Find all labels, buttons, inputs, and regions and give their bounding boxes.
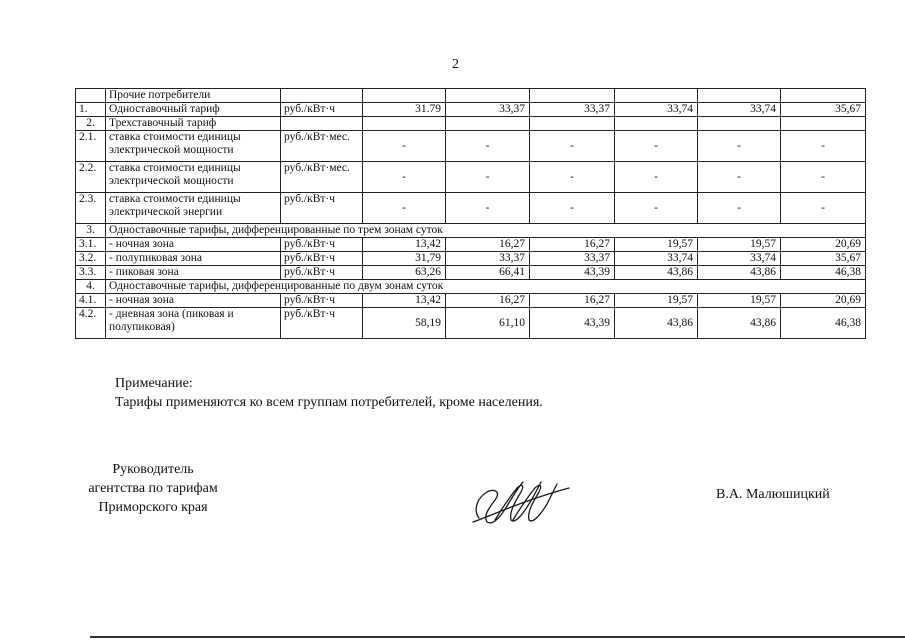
value-cell: 33,74 [698, 252, 781, 266]
table-row [76, 294, 866, 308]
row-number: 3.1. [76, 238, 106, 252]
scan-bottom-edge [90, 636, 905, 638]
value-cell: 19,57 [615, 238, 698, 252]
table-row [76, 89, 866, 103]
row-number: 3.3. [76, 266, 106, 280]
note-heading: Примечание: [115, 376, 193, 391]
row-label: - полупиковая зона [106, 252, 281, 266]
value-cell: 63,26 [363, 266, 446, 280]
value-cell: 33,37 [530, 252, 615, 266]
value-cell: 43,86 [615, 308, 698, 339]
value-cell: 33,74 [615, 103, 698, 117]
page-number: 2 [452, 57, 459, 72]
value-cell: - [781, 162, 866, 193]
note-text: Тарифы применяются ко всем группам потребителей, кроме населения. [115, 395, 543, 410]
row-label: Трехставочный тариф [106, 117, 281, 131]
value-cell: 35,67 [781, 252, 866, 266]
value-cell: - [615, 162, 698, 193]
unit-cell: руб./кВт·ч [281, 252, 363, 266]
value-cell: 43,86 [698, 308, 781, 339]
value-cell [781, 89, 866, 103]
table-row [76, 103, 866, 117]
value-cell: 16,27 [530, 294, 615, 308]
unit-cell: руб./кВт·ч [281, 103, 363, 117]
unit-cell: руб./кВт·ч [281, 266, 363, 280]
table-row [76, 224, 866, 238]
value-cell: 43,39 [530, 266, 615, 280]
value-cell: - [698, 193, 781, 224]
value-cell: 43,86 [698, 266, 781, 280]
signer-name: В.А. Малюшицкий [716, 487, 830, 502]
row-label: ставка стоимости единицы электрической мощности [106, 131, 281, 162]
row-heading: Одноставочные тарифы, дифференцированные по двум зонам суток [106, 280, 866, 294]
value-cell: - [363, 131, 446, 162]
table-row [76, 162, 866, 193]
row-number: 3. [76, 224, 106, 238]
value-cell: 31,79 [363, 252, 446, 266]
tariff-table [75, 88, 866, 339]
signer-title-line3: Приморского края [98, 500, 208, 515]
value-cell: 33,37 [446, 252, 530, 266]
value-cell [363, 117, 446, 131]
signer-title-line2: агентства по тарифам [88, 481, 218, 496]
row-number: 3.2. [76, 252, 106, 266]
row-number: 2.1. [76, 131, 106, 162]
value-cell: - [781, 193, 866, 224]
table-row [76, 117, 866, 131]
row-label: - ночная зона [106, 238, 281, 252]
unit-cell: руб./кВт·мес. [281, 162, 363, 193]
value-cell: - [363, 162, 446, 193]
value-cell: 46,38 [781, 266, 866, 280]
value-cell: 13,42 [363, 238, 446, 252]
row-label: Прочие потребители [106, 89, 281, 103]
row-heading: Одноставочные тарифы, дифференцированные по трем зонам суток [106, 224, 866, 238]
table-row [76, 131, 866, 162]
value-cell: 16,27 [446, 238, 530, 252]
value-cell: 35,67 [781, 103, 866, 117]
table-row [76, 238, 866, 252]
table-row [76, 308, 866, 339]
value-cell: 16,27 [530, 238, 615, 252]
value-cell [530, 89, 615, 103]
value-cell: 61,10 [446, 308, 530, 339]
value-cell: 19,57 [698, 294, 781, 308]
value-cell [615, 89, 698, 103]
row-label: - ночная зона [106, 294, 281, 308]
value-cell: 43,39 [530, 308, 615, 339]
row-number: 1. [76, 103, 106, 117]
value-cell: 43,86 [615, 266, 698, 280]
value-cell: 58,19 [363, 308, 446, 339]
row-number: 4.2. [76, 308, 106, 339]
handwritten-signature [465, 470, 575, 530]
value-cell: - [698, 131, 781, 162]
value-cell: - [530, 193, 615, 224]
value-cell: 31.79 [363, 103, 446, 117]
value-cell: 19,57 [698, 238, 781, 252]
row-label: ставка стоимости единицы электрической энергии [106, 193, 281, 224]
value-cell: 66,41 [446, 266, 530, 280]
value-cell: - [446, 193, 530, 224]
row-number: 4.1. [76, 294, 106, 308]
unit-cell: руб./кВт·мес. [281, 131, 363, 162]
value-cell [698, 117, 781, 131]
value-cell [698, 89, 781, 103]
value-cell: 19,57 [615, 294, 698, 308]
value-cell: 16,27 [446, 294, 530, 308]
value-cell: - [363, 193, 446, 224]
value-cell: - [781, 131, 866, 162]
value-cell [530, 117, 615, 131]
value-cell: 13,42 [363, 294, 446, 308]
table-row [76, 193, 866, 224]
row-number: 2. [76, 117, 106, 131]
value-cell: 33,74 [615, 252, 698, 266]
tariff-table-body [76, 89, 866, 339]
row-label: - пиковая зона [106, 266, 281, 280]
value-cell: 46,38 [781, 308, 866, 339]
table-row [76, 266, 866, 280]
note-block [115, 374, 543, 412]
value-cell [363, 89, 446, 103]
unit-cell [281, 117, 363, 131]
value-cell [781, 117, 866, 131]
signer-title-line1: Руководитель [112, 462, 194, 477]
row-label: - дневная зона (пиковая и полупиковая) [106, 308, 281, 339]
unit-cell: руб./кВт·ч [281, 193, 363, 224]
unit-cell: руб./кВт·ч [281, 308, 363, 339]
row-number: 4. [76, 280, 106, 294]
value-cell: - [615, 131, 698, 162]
row-label: Одноставочный тариф [106, 103, 281, 117]
table-row [76, 252, 866, 266]
signer-title [68, 460, 238, 517]
value-cell: 33,37 [446, 103, 530, 117]
value-cell: 20,69 [781, 294, 866, 308]
value-cell: 33,37 [530, 103, 615, 117]
value-cell: - [615, 193, 698, 224]
unit-cell: руб./кВт·ч [281, 238, 363, 252]
value-cell: - [446, 131, 530, 162]
row-number: 2.3. [76, 193, 106, 224]
row-label: ставка стоимости единицы электрической мощности [106, 162, 281, 193]
value-cell [446, 117, 530, 131]
value-cell: - [698, 162, 781, 193]
value-cell [446, 89, 530, 103]
value-cell: - [446, 162, 530, 193]
value-cell: - [530, 162, 615, 193]
row-number: 2.2. [76, 162, 106, 193]
unit-cell: руб./кВт·ч [281, 294, 363, 308]
value-cell [615, 117, 698, 131]
unit-cell [281, 89, 363, 103]
value-cell: 20,69 [781, 238, 866, 252]
value-cell: 33,74 [698, 103, 781, 117]
row-number [76, 89, 106, 103]
table-row [76, 280, 866, 294]
value-cell: - [530, 131, 615, 162]
